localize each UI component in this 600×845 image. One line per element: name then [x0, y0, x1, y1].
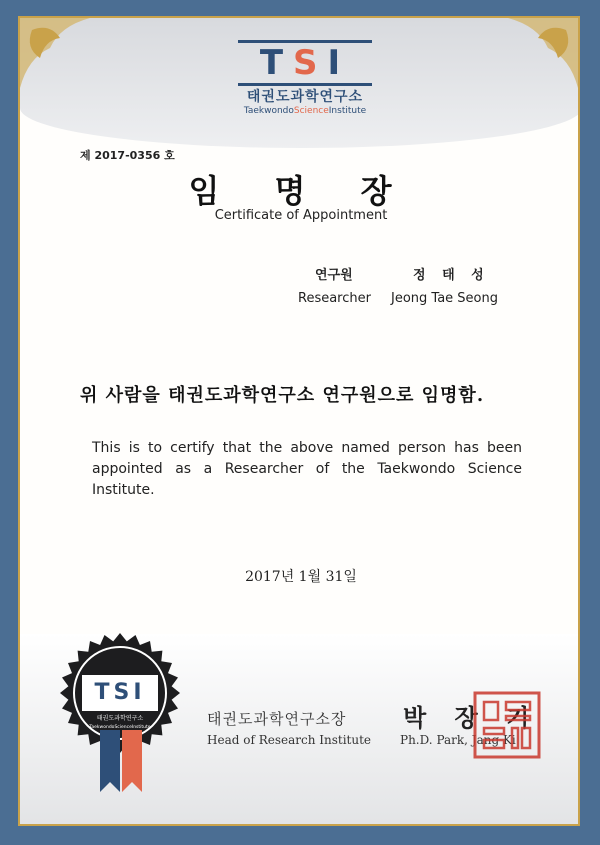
document-number: 제 2017-0356 호: [80, 149, 175, 162]
svg-text:TSI: TSI: [94, 680, 146, 705]
page-subtitle: Certificate of Appointment: [214, 208, 388, 223]
svg-text:태권도과학연구소: 태권도과학연구소: [96, 715, 144, 722]
signatory-name-korean: 박 장 기: [403, 703, 540, 732]
corner-ornament-icon: [20, 18, 90, 88]
corner-ornament-icon: [508, 18, 578, 88]
certificate-paper: [18, 16, 580, 826]
official-stamp-icon: [472, 690, 542, 760]
signatory-name-english: Ph.D. Park, Jang Ki: [400, 733, 516, 747]
role-english: Researcher: [298, 291, 371, 306]
logo-korean: 태권도과학연구소: [246, 89, 364, 105]
signatory-title-korean: 태권도과학연구소장: [207, 710, 347, 728]
body-korean: 위 사람을 태권도과학연구소 연구원으로 임명함.: [80, 385, 485, 406]
svg-text:TaekwondoScienceInstitute: TaekwondoScienceInstitute: [89, 725, 151, 730]
logo-english: TaekwondoScienceInstitute: [243, 106, 367, 116]
issue-date: 2017년 1월 31일: [245, 569, 357, 585]
page-title: 임 명 장: [188, 172, 414, 210]
name-english: Jeong Tae Seong: [391, 291, 498, 306]
logo-text: TSI: [259, 43, 351, 83]
tsi-logo: [230, 40, 380, 116]
body-english: This is to certify that the above named person has been appointed as a Researcher of the Taekwondo Science Institute.: [92, 440, 522, 498]
name-korean: 정 태 성: [413, 268, 490, 283]
signatory-title-english: Head of Research Institute: [207, 733, 372, 747]
role-korean: 연구원: [315, 268, 353, 283]
ribbon-icon: [100, 730, 142, 792]
